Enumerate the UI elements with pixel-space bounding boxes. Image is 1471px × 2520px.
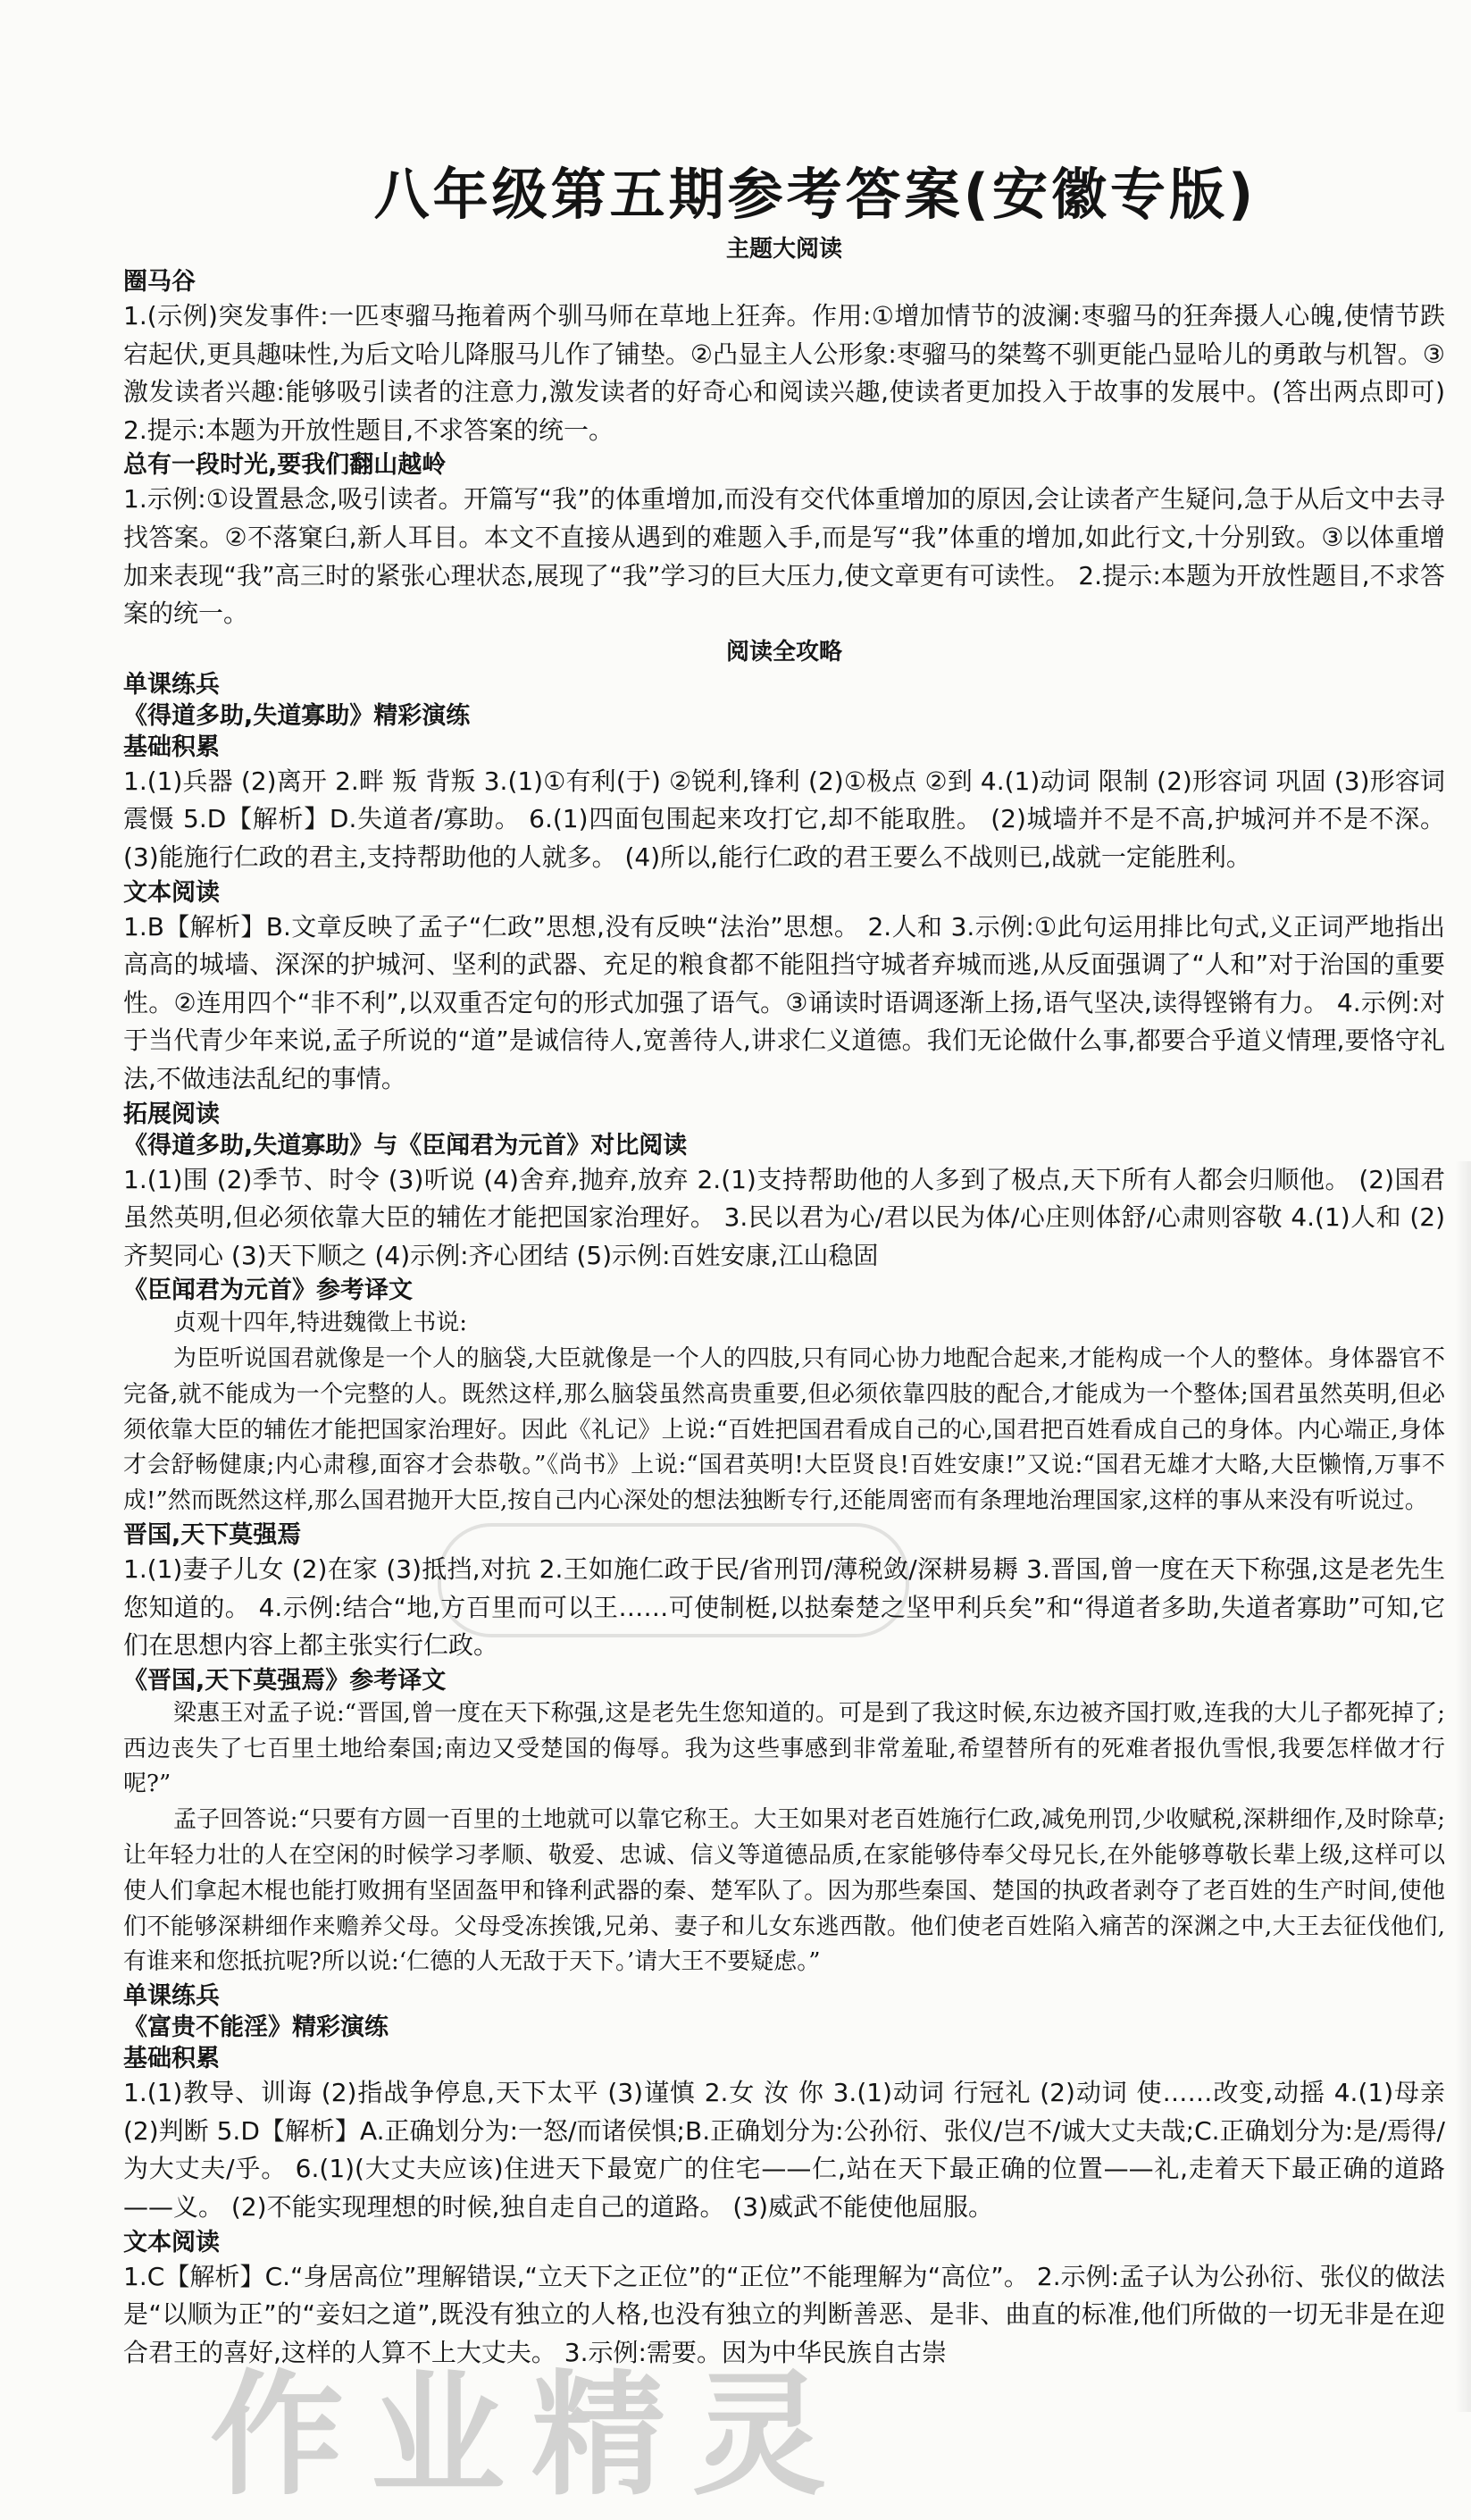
answer-jinguo: 1.(1)妻子儿女 (2)在家 (3)抵挡,对抗 2.王如施仁政于民/省刑罚/薄税敛/深耕易耨 3.晋国,曾一度在天下称强,这是老先生您知道的。 4.示例:结合“地,方百里而可以王……可使制梃,以挞秦楚之坚甲利兵矣”和“得道者多助,失道者寡助”可知,它们在思想内容上都主张实行仁政。 xyxy=(123,1554,1445,1661)
subheading-unit-practice-1: 单课练兵 xyxy=(123,670,220,699)
subheading-fugui-basic: 基础积累 xyxy=(123,2045,220,2073)
subheading-zongyou: 总有一段时光,要我们翻山越岭 xyxy=(123,451,447,480)
watermark: 作业精灵 xyxy=(210,2358,854,2514)
translation-jinguo-p2: 孟子回答说:“只要有方圆一百里的土地就可以靠它称王。大王如果对老百姓施行仁政,减免刑罚,少收赋税,深耕细作,及时除草;让年轻力壮的人在空闲的时候学习孝顺、敬爱、忠诚、信义等道德品质,在家能够侍奉父母兄长,在外能够尊敬长辈上级,这样可以使人们拿起木棍也能打败拥有坚固盔甲和锋利武器的秦、楚军队了。因为那些秦国、楚国的执政者剥夺了老百姓的生产时间,使他们不能够深耕细作来赡养父母。父母受冻挨饿,兄弟、妻子和儿女东逃西散。他们使老百姓陷入痛苦的深渊之中,大王去征伐他们,有谁来和您抵抗呢?所以说:‘仁德的人无敌于天下。’请大王不要疑虑。” xyxy=(123,1806,1445,1976)
section-heading-theme-reading: 主题大阅读 xyxy=(725,236,842,263)
answer-dedao-text: 1.B【解析】B.文章反映了孟子“仁政”思想,没有反映“法治”思想。 2.人和 3.示例:①此句运用排比句式,义正词严地指出高高的城墙、深深的护城河、坚利的武器、充足的粮食都不能阻挡守城者弃城而逃,从反面强调了“人和”对于治国的重要性。②连用四个“非不利”,以双重否定句的形式加强了语气。③诵读时语调逐渐上扬,语气坚决,读得铿锵有力。 4.示例:对于当代青少年来说,孟子所说的“道”是诚信待人,宽善待人,讲求仁义道德。我们无论做什么事,都要合乎道义情理,要恪守礼法,不做违法乱纪的事情。 xyxy=(123,911,1445,1093)
answer-quanmagu: 1.(示例)突发事件:一匹枣骝马拖着两个驯马师在草地上狂奔。作用:①增加情节的波澜:枣骝马的狂奔摄人心魄,使情节跌宕起伏,更具趣味性,为后文哈儿降服马儿作了铺垫。②凸显主人公形象:枣骝马的桀骜不驯更能凸显哈儿的勇敢与机智。③激发读者兴趣:能够吸引读者的注意力,激发读者的好奇心和阅读兴趣,使读者更加投入于故事的发展中。(答出两点即可) 2.提示:本题为开放性题目,不求答案的统一。 xyxy=(123,301,1445,445)
subheading-jinguo: 晋国,天下莫强焉 xyxy=(123,1521,302,1550)
subheading-fugui: 《富贵不能淫》精彩演练 xyxy=(123,2013,389,2042)
answer-fugui-text: 1.C【解析】C.“身居高位”理解错误,“立天下之正位”的“正位”不能理解为“高位”。 2.示例:孟子认为公孙衍、张仪的做法是“以顺为正”的“妾妇之道”,既没有独立的人格,也没有独立的判断善恶、是非、曲直的标准,他们所做的一切无非是在迎合君王的喜好,这样的人算不上大丈夫。 3.示例:需要。因为中华民族自古崇 xyxy=(123,2261,1445,2367)
subheading-fugui-text: 文本阅读 xyxy=(123,2228,220,2256)
answer-fugui-basic: 1.(1)教导、训诲 (2)指战争停息,天下太平 (3)谨慎 2.女 汝 你 3.(1)动词 行冠礼 (2)动词 使……改变,动摇 4.(1)母亲 (2)判断 5.D【解析】A.正确划分为:一怒/而诸侯惧;B.正确划分为:公孙衍、张仪/岂不/诚大丈夫哉;C.正确划分为:是/焉得/为大丈夫/乎。 6.(1)(大丈夫应该)住进天下最宽广的住宅——仁,站在天下最正确的位置——礼,走着天下最正确的道路——义。 (2)不能实现理想的时候,独自走自己的道路。 (3)威武不能使他屈服。 xyxy=(123,2078,1445,2222)
subheading-quanmagu: 圈马谷 xyxy=(123,268,196,296)
subheading-translation-jinguo: 《晋国,天下莫强焉》参考译文 xyxy=(123,1666,447,1695)
subheading-dedao: 《得道多助,失道寡助》精彩演练 xyxy=(123,701,471,730)
answer-dedao-basic: 1.(1)兵器 (2)离开 2.畔 叛 背叛 3.(1)①有利(于) ②锐利,锋利 (2)①极点 ②到 4.(1)动词 限制 (2)形容词 巩固 (3)形容词 震慑 5.D【解析】D.失道者/寡助。 6.(1)四面包围起来攻打它,却不能取胜。 (2)城墙并不是不高,护城河并不是不深。 (3)能施行仁政的君主,支持帮助他的人就多。 (4)所以,能行仁政的君王要么不战则已,战就一定能胜利。 xyxy=(123,766,1445,872)
section-heading-reading-guide: 阅读全攻略 xyxy=(725,638,842,666)
translation-jinguo-p1: 梁惠王对孟子说:“晋国,曾一度在天下称强,这是老先生您知道的。可是到了我这时候,东边被齐国打败,连我的大儿子都死掉了;西边丧失了七百里土地给秦国;南边又受楚国的侮辱。我为这些事感到非常羞耻,希望替所有的死难者报仇雪恨,我要怎样做才行呢?” xyxy=(123,1699,1445,1798)
subheading-translation-chenwen: 《臣闻君为元首》参考译文 xyxy=(123,1277,413,1305)
page-edge-shadow xyxy=(1455,1161,1471,2412)
answer-compare-reading: 1.(1)围 (2)季节、时令 (3)听说 (4)舍弃,抛弃,放弃 2.(1)支持帮助他的人多到了极点,天下所有人都会归顺他。 (2)国君虽然英明,但必须依靠大臣的辅佐才能把国家治理好。 3.民以君为心/君以民为体/心庄则体舒/心肃则容敬 4.(1)人和 (2)齐契同心 (3)天下顺之 (4)示例:齐心团结 (5)示例:百姓安康,江山稳固 xyxy=(123,1164,1445,1270)
answer-page xyxy=(123,0,1445,2372)
subheading-dedao-basic: 基础积累 xyxy=(123,733,220,761)
page-title: 八年级第五期参考答案(安徽专版) xyxy=(373,162,1258,227)
translation-chenwen-p1: 贞观十四年,特进魏徵上书说: xyxy=(173,1310,468,1337)
translation-chenwen-p2: 为臣听说国君就像是一个人的脑袋,大臣就像是一个人的四肢,只有同心协力地配合起来,才能构成一个人的整体。身体器官不完备,就不能成为一个完整的人。既然这样,那么脑袋虽然高贵重要,但必须依靠四肢的配合,才能成为一个整体;国君虽然英明,但必须依靠大臣的辅佐才能把国家治理好。因此《礼记》上说:“百姓把国君看成自己的心,国君把百姓看成自己的身体。内心端正,身体才会舒畅健康;内心肃穆,面容才会恭敬。”《尚书》上说:“国君英明!大臣贤良!百姓安康!”又说:“国君无雄才大略,大臣懒惰,万事不成!”然而既然这样,那么国君抛开大臣,按自己内心深处的想法独断专行,还能周密而有条理地治理国家,这样的事从来没有听说过。 xyxy=(123,1345,1445,1515)
subheading-extended-reading: 拓展阅读 xyxy=(123,1100,220,1128)
subheading-compare-reading: 《得道多助,失道寡助》与《臣闻君为元首》对比阅读 xyxy=(123,1131,688,1160)
subheading-unit-practice-2: 单课练兵 xyxy=(123,1982,220,2011)
faint-stamp-mark xyxy=(438,1523,909,1637)
subheading-dedao-text: 文本阅读 xyxy=(123,878,220,907)
answer-zongyou: 1.示例:①设置悬念,吸引读者。开篇写“我”的体重增加,而没有交代体重增加的原因,会让读者产生疑问,急于从后文中去寻找答案。②不落窠臼,新人耳目。本文不直接从遇到的难题入手,而是写“我”体重的增加,如此行文,十分别致。③以体重增加来表现“我”高三时的紧张心理状态,展现了“我”学习的巨大压力,使文章更有可读性。 2.提示:本题为开放性题目,不求答案的统一。 xyxy=(123,484,1445,629)
